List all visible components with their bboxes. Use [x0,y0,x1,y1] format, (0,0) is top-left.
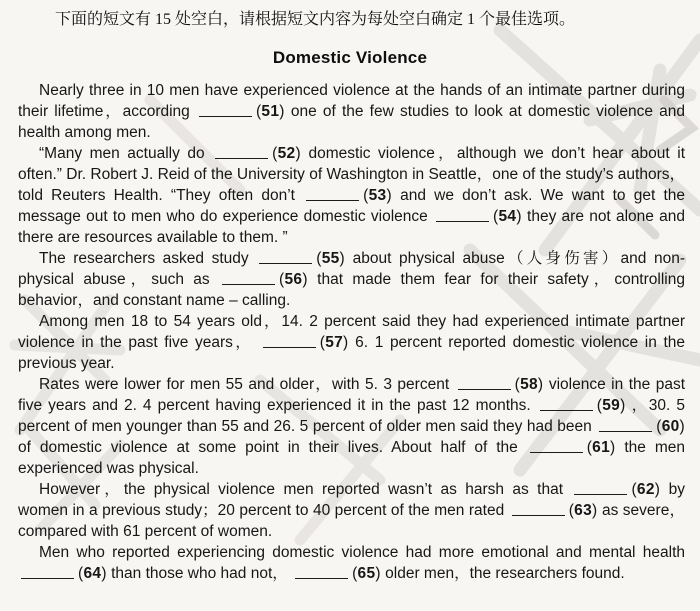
cloze-blank-number-65: (65) [352,565,381,582]
cloze-blank-line-52 [215,156,268,159]
cloze-blank-line-55 [259,261,312,264]
cloze-blank-number-55: (55) [316,250,346,267]
cloze-blank-number-60: (60) [656,418,685,435]
passage-paragraph [18,374,685,479]
passage-text: 6. 1 percent reported domestic violence in the previous year. [18,334,686,372]
cloze-blank-line-64 [21,576,74,579]
passage-paragraph [18,311,685,374]
passage-text: one of the few studies to look at domestic violence and health among men. [18,103,685,141]
passage-text: ，30. 5 percent of men younger than 55 and 26. 5 percent of older men said they had been [18,397,686,435]
cloze-blank-number-52: (52) [272,145,301,162]
passage-paragraph [18,80,685,143]
passage-text: Rates were lower for men 55 and older，with 5. 3 percent [39,376,450,393]
passage-text: domestic violence，although we don’t hear about it often.” Dr. Robert J. Reid of the University of Washington in Seattle，one of the study’s authors，told Reuters Health. “They often don’t [18,145,686,204]
passage-text: violence in the past five years and 2. 4 percent having experienced it in the past 12 months. [18,376,686,414]
passage-paragraph [18,479,685,542]
cloze-blank-number-53: (53) [363,187,392,204]
passage-text: by women in a previous study；20 percent to 40 percent of the men rated [18,481,685,519]
cloze-blank-line-62 [574,492,627,495]
cloze-blank-line-63 [512,513,565,516]
passage-paragraph [18,248,685,311]
passage-paragraph [18,542,685,584]
passage-text: as severe，compared with 61 percent of women. [18,502,686,540]
page-content [0,8,700,584]
cloze-blank-number-56: (56) [279,271,308,288]
cloze-blank-number-51: (51) [255,103,285,120]
passage-text: “Many men actually do [39,145,205,162]
cloze-blank-number-54: (54) [493,208,522,225]
passage-text: Men who reported experiencing domestic violence had more emotional and mental health [39,544,685,561]
cloze-blank-line-54 [436,219,489,222]
passage-text: of domestic violence at some point in their lives. About half of the [18,439,518,456]
cloze-blank-line-53 [306,198,359,201]
passage-text: Nearly three in 10 men have experienced violence at the hands of an intimate partner during their lifetime，according [18,82,685,120]
cloze-blank-number-58: (58) [514,376,544,393]
cloze-blank-line-59 [540,408,593,411]
instruction-text: 下面的短文有 15 处空白，请根据短文内容为每处空白确定 1 个最佳选项。 [55,11,576,28]
cloze-blank-number-64: (64) [78,565,107,582]
cloze-blank-line-61 [530,450,583,453]
cloze-blank-line-60 [599,429,652,432]
cloze-blank-line-58 [458,387,511,390]
passage-text: than those who had not， [111,565,288,582]
passage-text: the men experienced was physical. [18,439,685,477]
cloze-blank-number-62: (62) [631,481,661,498]
cloze-blank-number-63: (63) [568,502,598,519]
passage-text: Among men 18 to 54 years old，14. 2 percent said they had experienced intimate partner violence in the past five years， [18,313,685,351]
passage-text: The researchers asked study [39,250,249,267]
cloze-blank-line-56 [222,282,275,285]
passage-body [0,80,700,584]
passage-paragraph [18,143,685,248]
passage-text: older men，the researchers found. [385,565,625,582]
cloze-blank-number-59: (59) [596,397,626,414]
cloze-blank-number-61: (61) [586,439,616,456]
passage-text: about physical abuse（人身伤害）and non-physical abuse，such as [18,250,686,288]
cloze-blank-number-57: (57) [319,334,349,351]
passage-text: that made them fear for their safety，controlling behavior，and constant name – calling. [18,271,685,309]
passage-text: they are not alone and there are resources available to them. ” [18,208,685,246]
passage-title: Domestic Violence [272,48,428,67]
passage-text: However，the physical violence men reported wasn’t as harsh as that [39,481,564,498]
passage-text: and we don’t ask. We want to get the message out to men who do experience domestic violence [18,187,685,225]
cloze-blank-line-51 [199,114,252,117]
cloze-blank-line-57 [263,345,316,348]
cloze-blank-line-65 [295,576,348,579]
